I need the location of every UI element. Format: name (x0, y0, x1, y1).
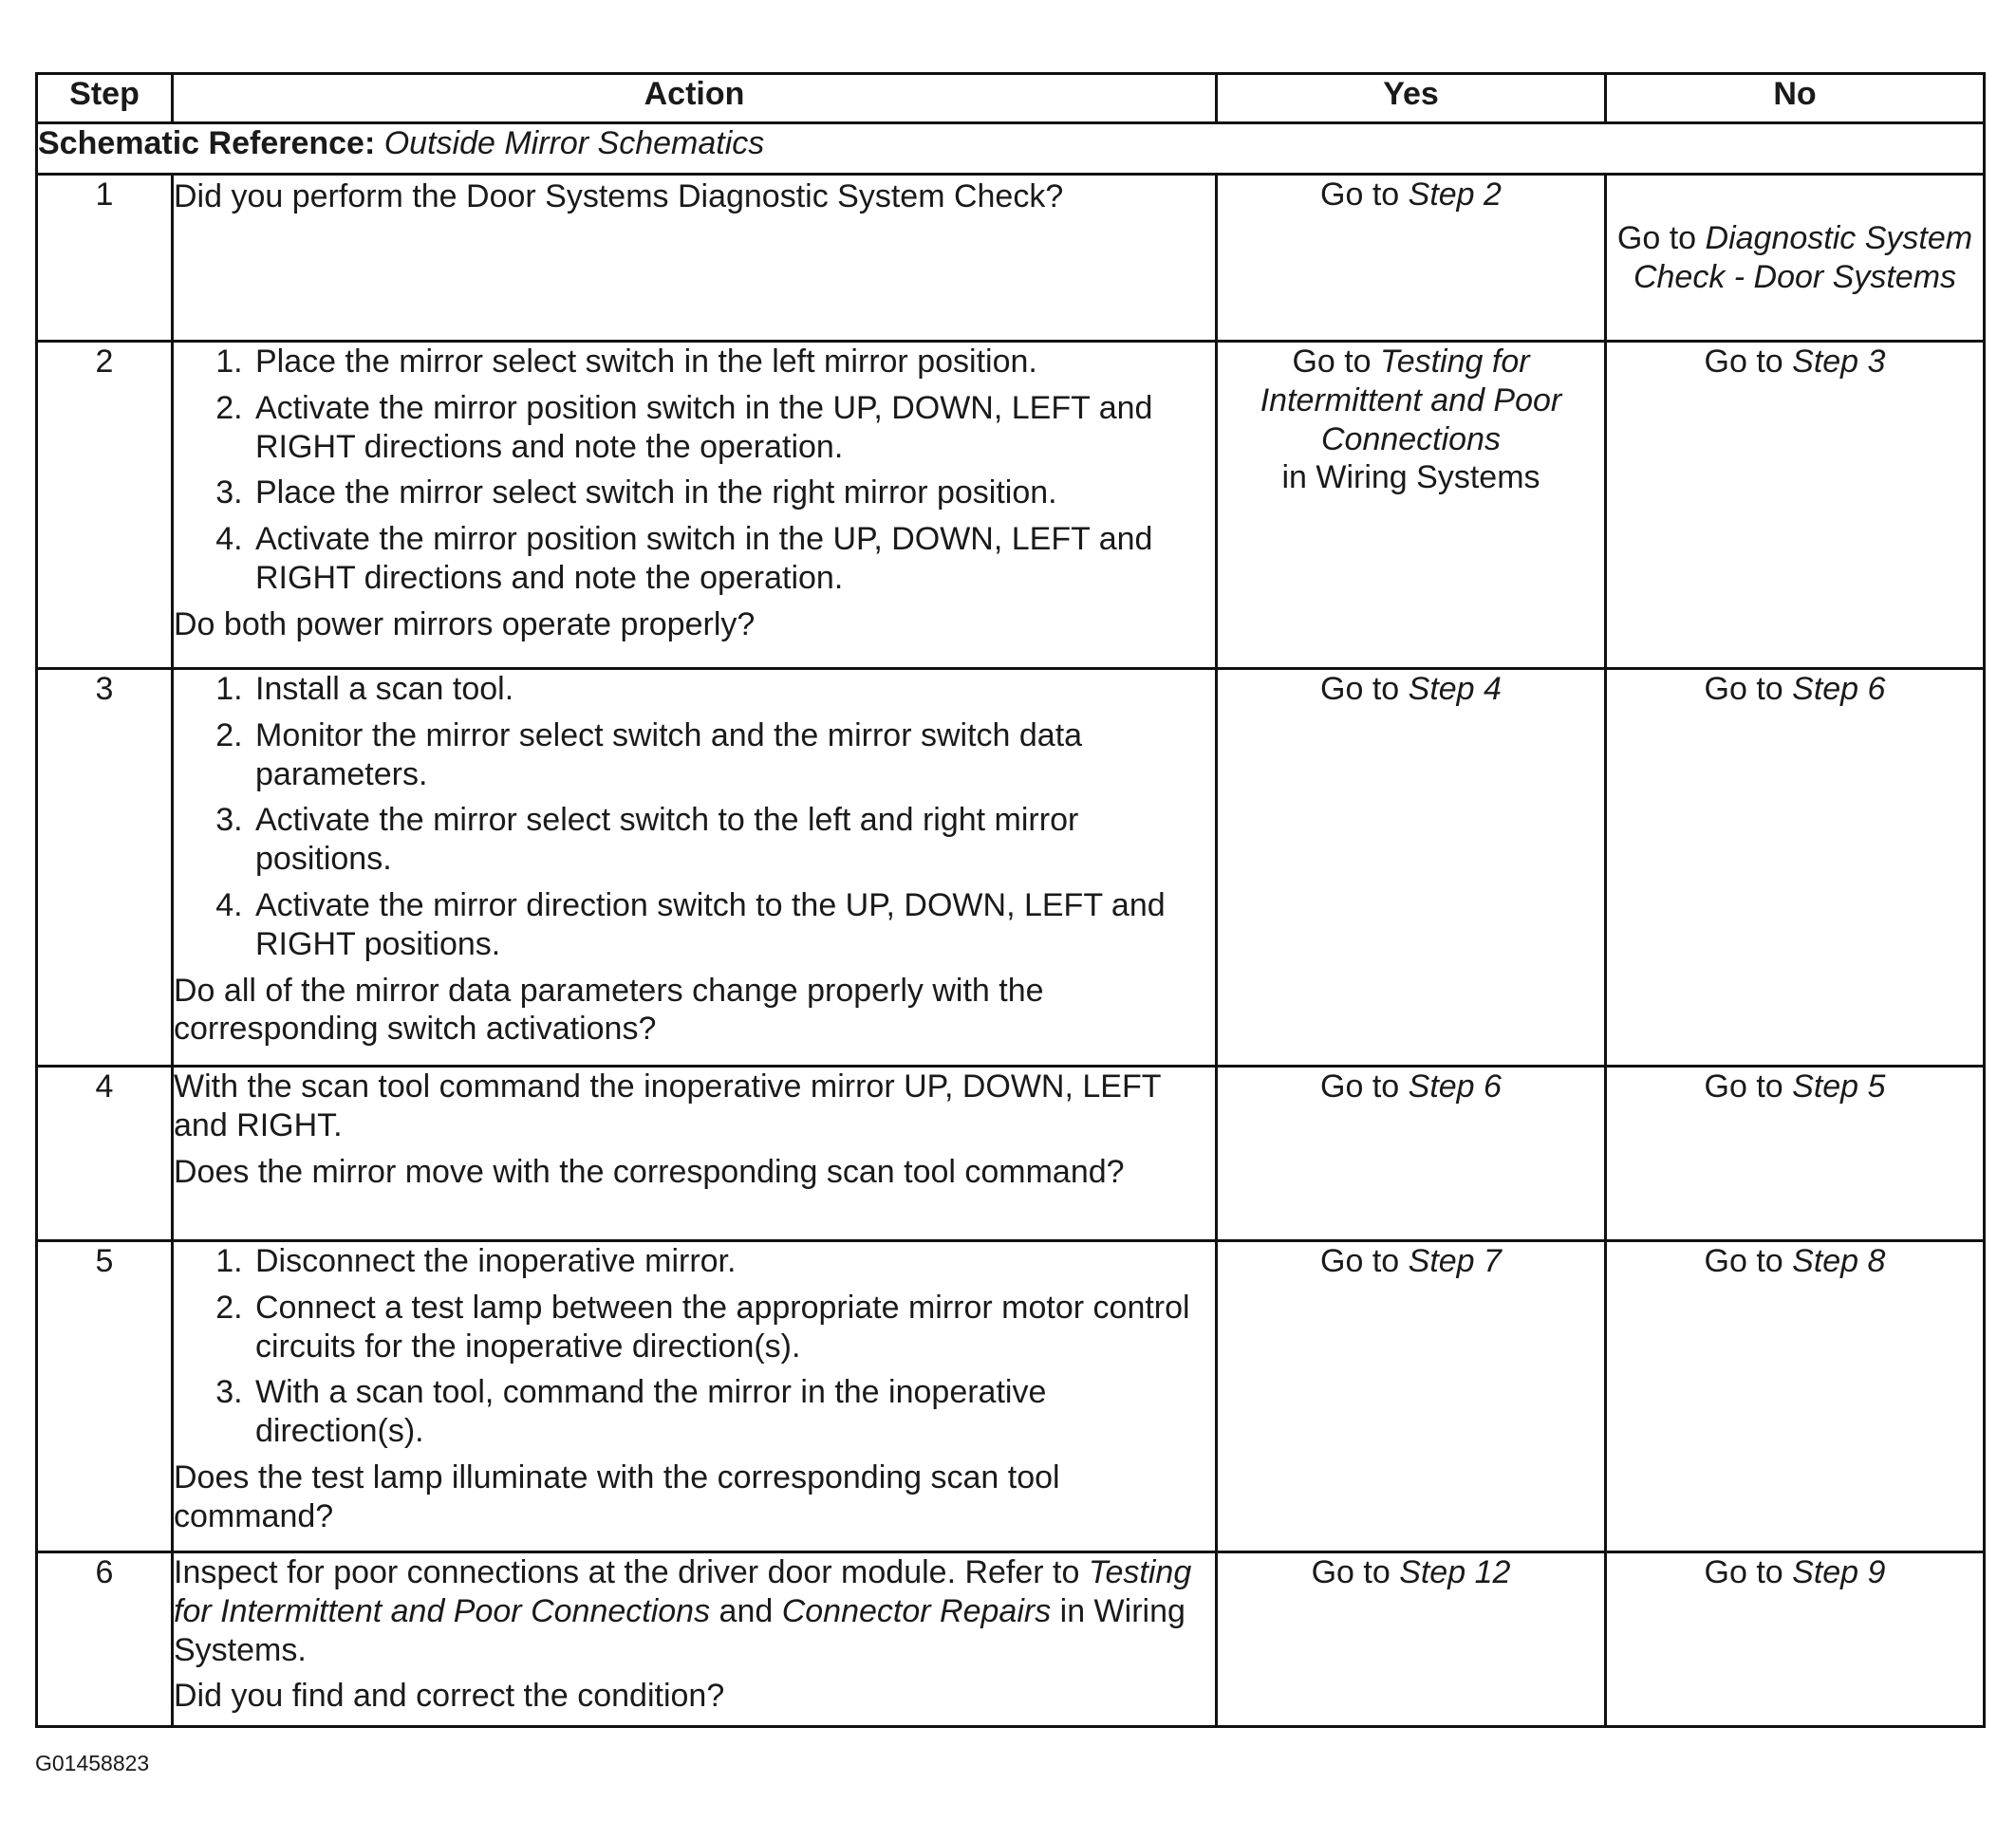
list-item: 3. With a scan tool, command the mirror in the inoperative direction(s). (252, 1373, 1215, 1451)
no-cell (1606, 1241, 1985, 1552)
header-yes: Yes (1217, 74, 1606, 123)
list-item: 2. Activate the mirror position switch in the UP, DOWN, LEFT and RIGHT directions and note the operation. (252, 389, 1215, 467)
no-cell (1606, 1067, 1985, 1241)
header-row (37, 74, 1985, 123)
yes-suffix: in Wiring Systems (1281, 459, 1540, 496)
no-prefix: Go to (1704, 1068, 1793, 1105)
instruction-text: in Wiring Systems. (174, 1592, 1185, 1668)
action-list (174, 343, 1215, 598)
action-list (174, 1242, 1215, 1451)
no-prefix: Go to (1704, 671, 1793, 707)
header-action: Action (173, 74, 1217, 123)
yes-prefix: Go to (1292, 344, 1381, 380)
question: Did you find and correct the condition? (174, 1678, 725, 1715)
yes-cell (1217, 1241, 1606, 1552)
instruction-text: and (710, 1592, 782, 1629)
schematic-row (37, 123, 1985, 175)
question: Do all of the mirror data parameters change properly with the corresponding switch activations? (174, 972, 1044, 1048)
list-item: 1. Place the mirror select switch in the left mirror position. (252, 343, 1215, 381)
action-cell (173, 1067, 1217, 1241)
table-row (37, 1241, 1985, 1552)
diagnostic-table (35, 72, 1986, 1728)
no-cell (1606, 175, 1985, 342)
instruction-text: Inspect for poor connections at the driver door module. Refer to (174, 1554, 1089, 1590)
action-list (174, 670, 1215, 964)
list-item: 2. Monitor the mirror select switch and the mirror switch data parameters. (252, 716, 1215, 794)
no-prefix: Go to (1704, 344, 1793, 380)
table-row (37, 342, 1985, 669)
yes-destination: Step 4 (1408, 671, 1502, 707)
schematic-link: Outside Mirror Schematics (383, 125, 765, 161)
yes-cell (1217, 669, 1606, 1067)
yes-cell (1217, 175, 1606, 342)
no-destination: Step 3 (1792, 344, 1886, 380)
yes-cell (1217, 1067, 1606, 1241)
no-prefix: Go to (1616, 219, 1706, 256)
action-cell (173, 1241, 1217, 1552)
reference-connector-repairs: Connector Repairs (781, 1592, 1052, 1629)
instruction (174, 1553, 1215, 1669)
action-cell (173, 669, 1217, 1067)
list-item: 1. Disconnect the inoperative mirror. (252, 1242, 1215, 1281)
step-number: 2 (37, 342, 173, 669)
yes-destination: Step 12 (1399, 1554, 1511, 1590)
header-step: Step (37, 74, 173, 123)
list-item: 3. Place the mirror select switch in the right mirror position. (252, 474, 1215, 512)
reference-testing-intermittent: Testing for Intermittent and Poor Connections (174, 1554, 1192, 1629)
yes-destination: Step 6 (1408, 1068, 1502, 1105)
no-destination: Step 6 (1792, 671, 1886, 707)
yes-cell (1217, 1552, 1606, 1727)
no-destination: Step 5 (1792, 1068, 1886, 1105)
yes-prefix: Go to (1311, 1554, 1400, 1590)
step-number: 4 (37, 1067, 173, 1241)
list-item: 3. Activate the mirror select switch to the left and right mirror positions. (252, 801, 1215, 879)
yes-destination: Step 2 (1408, 176, 1502, 213)
action-cell (173, 175, 1217, 342)
yes-destination: Step 7 (1408, 1243, 1502, 1279)
no-cell (1606, 669, 1985, 1067)
step-number: 1 (37, 175, 173, 342)
schematic-label: Schematic Reference: (38, 125, 376, 161)
list-item: 2. Connect a test lamp between the appropriate mirror motor control circuits for the inoperative direction(s). (252, 1289, 1215, 1366)
list-item: 4. Activate the mirror position switch in the UP, DOWN, LEFT and RIGHT directions and note the operation. (252, 520, 1215, 598)
header-no: No (1606, 74, 1985, 123)
step-number: 5 (37, 1241, 173, 1552)
no-prefix: Go to (1704, 1554, 1793, 1590)
no-destination: Step 8 (1792, 1243, 1886, 1279)
list-item: 4. Activate the mirror direction switch to the UP, DOWN, LEFT and RIGHT positions. (252, 886, 1215, 964)
yes-prefix: Go to (1320, 1068, 1409, 1105)
table-row (37, 669, 1985, 1067)
table-row (37, 1552, 1985, 1727)
no-cell (1606, 1552, 1985, 1727)
question: Do both power mirrors operate properly? (174, 605, 756, 642)
figure-id: G01458823 (35, 1751, 150, 1775)
action-cell (173, 342, 1217, 669)
yes-prefix: Go to (1320, 1243, 1409, 1279)
yes-cell (1217, 342, 1606, 669)
step-number: 6 (37, 1552, 173, 1727)
yes-prefix: Go to (1320, 671, 1409, 707)
list-item: 1. Install a scan tool. (252, 670, 1215, 709)
step-number: 3 (37, 669, 173, 1067)
no-destination: Step 9 (1792, 1554, 1886, 1590)
question: Does the mirror move with the corresponding scan tool command? (174, 1153, 1125, 1190)
no-prefix: Go to (1704, 1243, 1793, 1279)
table-row (37, 175, 1985, 342)
yes-destination: Testing for Intermittent and Poor Connections (1260, 344, 1562, 457)
instruction: With the scan tool command the inoperative mirror UP, DOWN, LEFT and RIGHT. (174, 1068, 1161, 1143)
question: Did you perform the Door Systems Diagnostic System Check? (174, 178, 1064, 214)
action-cell (173, 1552, 1217, 1727)
table-row (37, 1067, 1985, 1241)
yes-prefix: Go to (1320, 176, 1409, 213)
no-cell (1606, 342, 1985, 669)
no-destination: Diagnostic System Check - Door Systems (1633, 219, 1973, 295)
schematic-reference (37, 123, 1985, 175)
question: Does the test lamp illuminate with the corresponding scan tool command? (174, 1458, 1060, 1534)
